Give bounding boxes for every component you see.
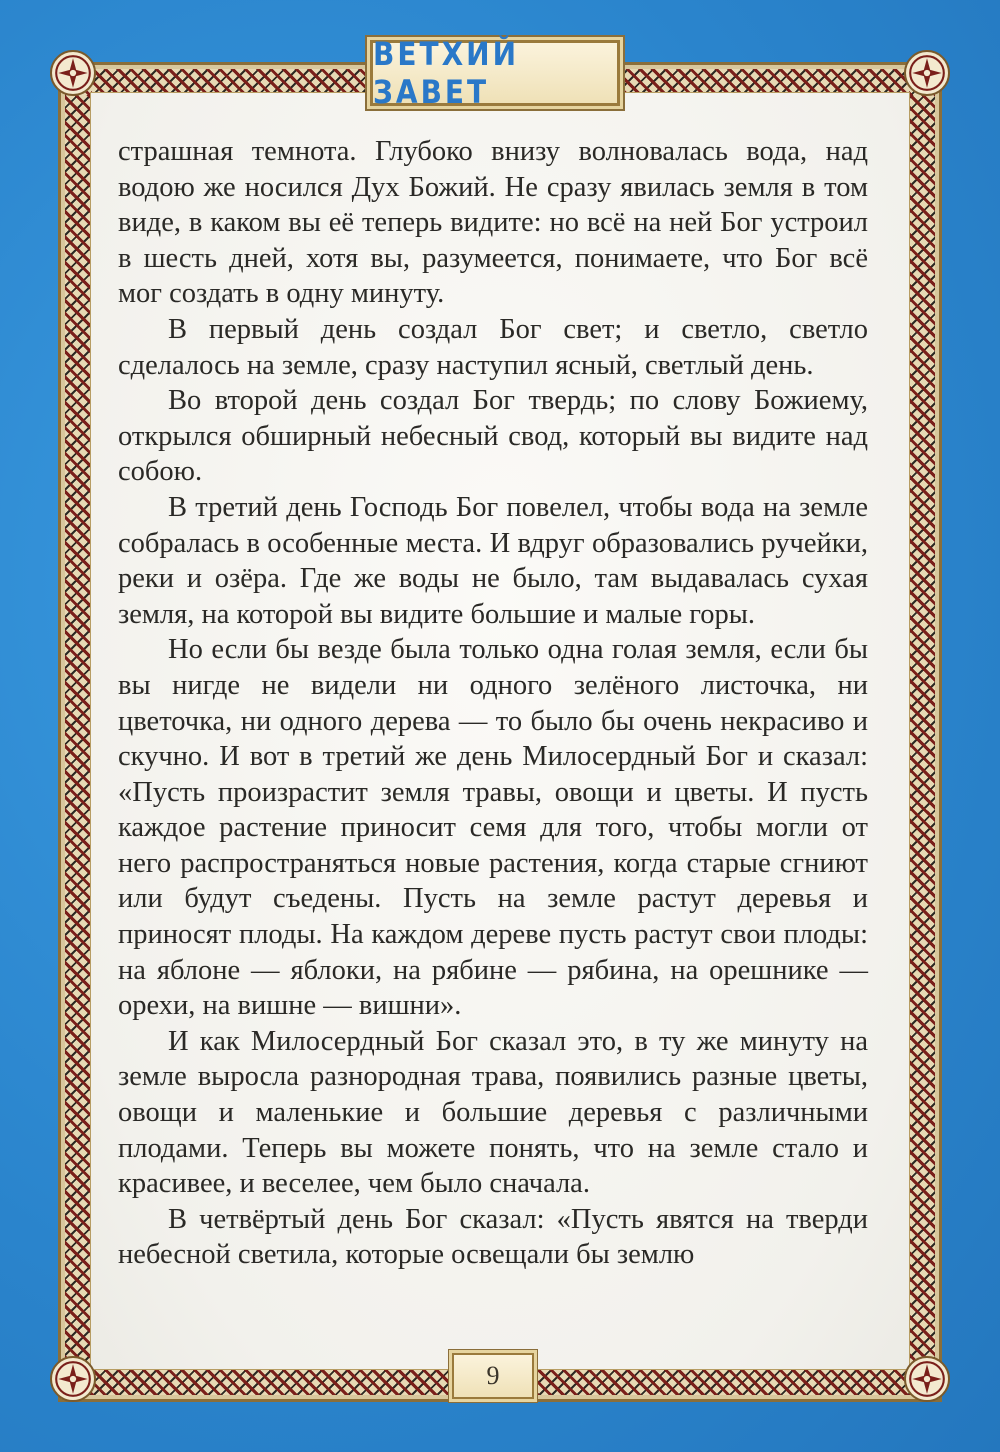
paragraph: В третий день Господь Бог повелел, чтобы вода на земле собралась в особенные места. И вдруг образовались ручейки, реки и озёра. Где же воды не было, там выдавалась сухая земля, на которой вы видите большие и малые горы. — [118, 491, 868, 630]
page-number: 9 — [486, 1361, 500, 1390]
paragraph: Но если бы везде была только одна голая земля, если бы вы нигде не видели ни одного зелёного листочка, ни цветочка, ни одного дерева — то было бы очень некрасиво и скучно. И вот в третий же день Милосердный Бог и сказал: «Пусть произрастит земля травы, овощи и цветы. И пусть каждое растение приносит семя для того, чтобы могли от него распространяться новые растения, когда старые сгниют или будут съедены. Пусть на земле растут деревья и приносят плоды. На каждом дереве пусть растут свои плоды: на яблоне — яблоки, на рябине — рябина, на орешнике — орехи, на вишне — вишни». — [118, 634, 868, 1022]
paragraph: И как Милосердный Бог сказал это, в ту же минуту на земле выросла разнородная трава, появились разные цветы, овощи и маленькие и большие деревья с различными плодами. Теперь вы можете понять, что на земле стало и красивее, и веселее, чем было сначала. — [118, 1025, 868, 1200]
page-title: ВЕТХИЙ ЗАВЕТ — [373, 35, 520, 111]
paragraph: В первый день создал Бог свет; и светло, светло сделалось на земле, сразу наступил ясный, светлый день. — [118, 313, 868, 381]
page-number-plate — [452, 1353, 534, 1399]
paragraph: страшная темнота. Глубоко внизу волновалась вода, над водою же носился Дух Божий. Не сразу явилась земля в том виде, в каком вы её теперь видите: но всё на ней Бог устроил в шесть дней, хотя вы, разумеется, понимаете, что Бог всё мог создать в одну минуту. — [118, 136, 868, 310]
paragraph: В четвёртый день Бог сказал: «Пусть явятся на тверди небесной светила, которые освещали бы землю — [118, 1203, 868, 1271]
corner-rosette-icon — [50, 1356, 96, 1402]
header-title-plate — [370, 35, 620, 111]
corner-rosette-icon — [904, 1356, 950, 1402]
corner-rosette-icon — [50, 50, 96, 96]
paragraph: Во второй день создал Бог твердь; по слову Божиему, открылся обширный небесный свод, который вы видите над собою. — [118, 385, 868, 488]
body-text — [118, 134, 868, 1273]
corner-rosette-icon — [904, 50, 950, 96]
